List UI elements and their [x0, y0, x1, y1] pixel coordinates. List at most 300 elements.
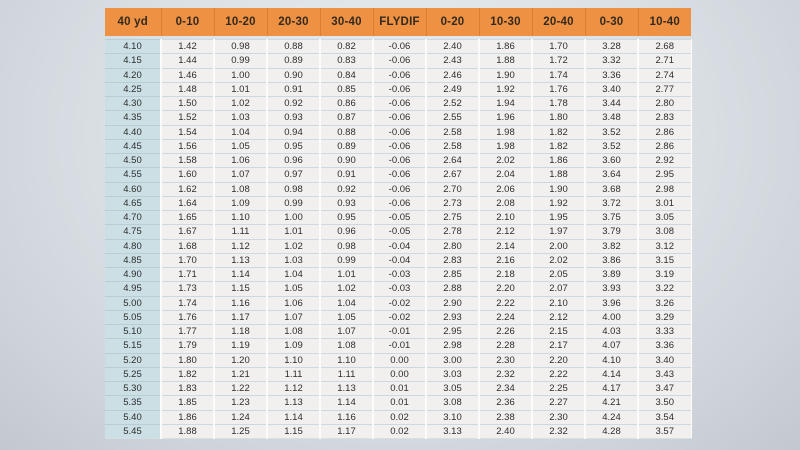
data-cell: 2.08 — [479, 196, 532, 210]
data-cell: 0.83 — [320, 54, 373, 68]
data-cell: 3.26 — [638, 296, 691, 310]
data-cell: 1.07 — [267, 310, 320, 324]
column-header-20-40: 20-40 — [532, 8, 585, 36]
table-row — [105, 268, 691, 282]
data-cell: 2.40 — [426, 40, 479, 54]
data-cell: 3.96 — [585, 296, 638, 310]
data-cell: 1.00 — [214, 68, 267, 82]
data-cell: 1.11 — [214, 225, 267, 239]
data-cell: 2.88 — [426, 282, 479, 296]
data-cell: 2.68 — [638, 40, 691, 54]
data-cell: 1.14 — [214, 268, 267, 282]
data-cell: 2.12 — [532, 310, 585, 324]
data-cell: 3.57 — [638, 424, 691, 438]
data-cell: 1.95 — [532, 211, 585, 225]
table-header-row — [105, 8, 691, 36]
data-cell: 1.98 — [479, 125, 532, 139]
data-cell: 3.12 — [638, 239, 691, 253]
data-cell: 2.38 — [479, 410, 532, 424]
data-cell: 1.98 — [479, 139, 532, 153]
data-cell: 1.82 — [532, 139, 585, 153]
data-cell: 3.08 — [426, 396, 479, 410]
data-cell: 1.13 — [214, 253, 267, 267]
data-cell: 1.50 — [161, 97, 214, 111]
data-cell: 0.90 — [267, 68, 320, 82]
data-cell: 1.08 — [267, 325, 320, 339]
data-cell: 2.04 — [479, 168, 532, 182]
row-label: 5.05 — [105, 310, 161, 324]
column-header-10-20: 10-20 — [214, 8, 267, 36]
table-row — [105, 154, 691, 168]
column-header-0-20: 0-20 — [426, 8, 479, 36]
data-cell: 0.92 — [320, 182, 373, 196]
data-cell: 3.86 — [585, 253, 638, 267]
data-cell: -0.06 — [373, 111, 426, 125]
table-row — [105, 82, 691, 96]
data-cell: 2.02 — [479, 154, 532, 168]
data-cell: 2.83 — [426, 253, 479, 267]
data-cell: 1.56 — [161, 139, 214, 153]
table-row — [105, 68, 691, 82]
data-cell: 2.85 — [426, 268, 479, 282]
data-cell: 1.86 — [479, 40, 532, 54]
table-row — [105, 54, 691, 68]
data-cell: 4.28 — [585, 424, 638, 438]
data-cell: 1.05 — [320, 310, 373, 324]
data-cell: 4.21 — [585, 396, 638, 410]
data-cell: 3.93 — [585, 282, 638, 296]
data-cell: 2.55 — [426, 111, 479, 125]
data-cell: 1.82 — [161, 367, 214, 381]
data-cell: 1.46 — [161, 68, 214, 82]
table-row — [105, 325, 691, 339]
data-cell: 1.70 — [532, 40, 585, 54]
data-cell: 2.67 — [426, 168, 479, 182]
data-cell: 2.75 — [426, 211, 479, 225]
data-cell: 2.22 — [479, 296, 532, 310]
data-cell: 3.48 — [585, 111, 638, 125]
data-cell: 3.79 — [585, 225, 638, 239]
data-cell: 0.86 — [320, 97, 373, 111]
data-cell: 1.58 — [161, 154, 214, 168]
row-label: 4.45 — [105, 139, 161, 153]
data-cell: -0.06 — [373, 168, 426, 182]
row-label: 4.90 — [105, 268, 161, 282]
table-row — [105, 111, 691, 125]
row-label: 5.15 — [105, 339, 161, 353]
data-cell: 1.82 — [532, 125, 585, 139]
table-row — [105, 410, 691, 424]
data-cell: 2.95 — [426, 325, 479, 339]
data-cell: 2.16 — [479, 253, 532, 267]
table-row — [105, 168, 691, 182]
row-label: 5.10 — [105, 325, 161, 339]
data-cell: 1.88 — [479, 54, 532, 68]
data-cell: 1.78 — [532, 97, 585, 111]
data-cell: 0.87 — [320, 111, 373, 125]
data-cell: -0.05 — [373, 211, 426, 225]
data-cell: 3.01 — [638, 196, 691, 210]
data-cell: 1.62 — [161, 182, 214, 196]
data-cell: -0.06 — [373, 97, 426, 111]
data-cell: 1.17 — [214, 310, 267, 324]
data-cell: 1.08 — [214, 182, 267, 196]
data-cell: 1.90 — [532, 182, 585, 196]
row-label: 4.55 — [105, 168, 161, 182]
data-cell: 2.28 — [479, 339, 532, 353]
data-cell: 2.12 — [479, 225, 532, 239]
data-cell: 2.32 — [479, 367, 532, 381]
data-cell: 0.93 — [320, 196, 373, 210]
data-cell: 0.99 — [267, 196, 320, 210]
data-cell: 1.16 — [320, 410, 373, 424]
data-cell: 1.71 — [161, 268, 214, 282]
data-cell: 1.10 — [267, 353, 320, 367]
data-cell: 2.83 — [638, 111, 691, 125]
data-cell: 0.99 — [214, 54, 267, 68]
data-cell: 3.52 — [585, 125, 638, 139]
data-cell: 0.93 — [267, 111, 320, 125]
data-cell: 3.15 — [638, 253, 691, 267]
table-row — [105, 125, 691, 139]
data-cell: 2.90 — [426, 296, 479, 310]
data-cell: 2.64 — [426, 154, 479, 168]
data-cell: 2.06 — [479, 182, 532, 196]
data-cell: 1.25 — [214, 424, 267, 438]
data-cell: 2.36 — [479, 396, 532, 410]
data-cell: 1.02 — [267, 239, 320, 253]
data-cell: 3.52 — [585, 139, 638, 153]
data-cell: 1.90 — [479, 68, 532, 82]
data-cell: 1.00 — [267, 211, 320, 225]
data-cell: 3.47 — [638, 382, 691, 396]
data-cell: 1.04 — [214, 125, 267, 139]
data-cell: 2.98 — [426, 339, 479, 353]
data-cell: 2.00 — [532, 239, 585, 253]
data-cell: 0.92 — [267, 97, 320, 111]
table-row — [105, 139, 691, 153]
data-cell: 1.18 — [214, 325, 267, 339]
data-cell: 1.12 — [214, 239, 267, 253]
table-row — [105, 367, 691, 381]
data-cell: 3.36 — [585, 68, 638, 82]
data-cell: -0.06 — [373, 196, 426, 210]
data-cell: 1.23 — [214, 396, 267, 410]
data-cell: 3.00 — [426, 353, 479, 367]
data-cell: 3.28 — [585, 40, 638, 54]
data-cell: -0.06 — [373, 82, 426, 96]
data-cell: 3.22 — [638, 282, 691, 296]
row-label: 4.75 — [105, 225, 161, 239]
row-label: 5.20 — [105, 353, 161, 367]
data-cell: 3.54 — [638, 410, 691, 424]
data-cell: 1.01 — [320, 268, 373, 282]
data-cell: 2.71 — [638, 54, 691, 68]
row-label: 4.25 — [105, 82, 161, 96]
data-cell: 2.49 — [426, 82, 479, 96]
row-label: 5.40 — [105, 410, 161, 424]
data-cell: 1.02 — [214, 97, 267, 111]
data-cell: 0.91 — [320, 168, 373, 182]
table-row — [105, 211, 691, 225]
data-cell: 1.19 — [214, 339, 267, 353]
table-row — [105, 396, 691, 410]
row-label: 4.85 — [105, 253, 161, 267]
data-cell: 2.10 — [532, 296, 585, 310]
data-cell: 2.22 — [532, 367, 585, 381]
data-cell: 0.90 — [320, 154, 373, 168]
data-cell: 2.80 — [638, 97, 691, 111]
data-cell: 1.74 — [532, 68, 585, 82]
data-cell: 1.83 — [161, 382, 214, 396]
data-cell: -0.06 — [373, 40, 426, 54]
data-cell: 1.65 — [161, 211, 214, 225]
data-cell: 1.21 — [214, 367, 267, 381]
row-label: 4.10 — [105, 40, 161, 54]
data-cell: 1.01 — [267, 225, 320, 239]
data-cell: 2.26 — [479, 325, 532, 339]
data-cell: -0.06 — [373, 68, 426, 82]
data-cell: 0.00 — [373, 353, 426, 367]
data-cell: 1.12 — [267, 382, 320, 396]
data-cell: 1.07 — [214, 168, 267, 182]
data-cell: 1.44 — [161, 54, 214, 68]
table-header — [105, 8, 691, 36]
data-cell: 3.89 — [585, 268, 638, 282]
data-cell: 3.36 — [638, 339, 691, 353]
data-cell: 1.70 — [161, 253, 214, 267]
row-label: 4.50 — [105, 154, 161, 168]
data-cell: 0.02 — [373, 424, 426, 438]
data-cell: 2.58 — [426, 125, 479, 139]
data-cell: 1.80 — [532, 111, 585, 125]
data-cell: 1.13 — [267, 396, 320, 410]
table-row — [105, 182, 691, 196]
data-cell: 1.77 — [161, 325, 214, 339]
data-cell: 0.85 — [320, 82, 373, 96]
data-cell: 2.05 — [532, 268, 585, 282]
data-cell: 0.96 — [267, 154, 320, 168]
table-row — [105, 353, 691, 367]
data-cell: 2.10 — [479, 211, 532, 225]
data-cell: -0.06 — [373, 154, 426, 168]
data-cell: 2.30 — [532, 410, 585, 424]
row-label: 5.45 — [105, 424, 161, 438]
row-label: 5.35 — [105, 396, 161, 410]
row-label: 4.60 — [105, 182, 161, 196]
data-cell: -0.02 — [373, 310, 426, 324]
data-cell: 2.98 — [638, 182, 691, 196]
data-cell: 1.42 — [161, 40, 214, 54]
column-header-30-40: 30-40 — [320, 8, 373, 36]
data-cell: 1.09 — [267, 339, 320, 353]
data-cell: 3.13 — [426, 424, 479, 438]
data-cell: -0.06 — [373, 139, 426, 153]
data-cell: 1.54 — [161, 125, 214, 139]
row-label: 4.40 — [105, 125, 161, 139]
data-cell: 1.14 — [320, 396, 373, 410]
data-cell: 0.01 — [373, 396, 426, 410]
data-cell: 1.07 — [320, 325, 373, 339]
column-header-40-yd: 40 yd — [105, 8, 161, 36]
data-cell: 4.17 — [585, 382, 638, 396]
data-cell: 1.20 — [214, 353, 267, 367]
data-cell: 1.13 — [320, 382, 373, 396]
data-cell: 0.97 — [267, 168, 320, 182]
data-cell: -0.01 — [373, 325, 426, 339]
data-cell: 3.33 — [638, 325, 691, 339]
data-cell: -0.03 — [373, 282, 426, 296]
data-cell: -0.06 — [373, 125, 426, 139]
table-row — [105, 296, 691, 310]
data-cell: -0.06 — [373, 182, 426, 196]
data-cell: 1.92 — [532, 196, 585, 210]
data-cell: 0.89 — [267, 54, 320, 68]
data-cell: 0.88 — [320, 125, 373, 139]
data-cell: 3.40 — [585, 82, 638, 96]
data-cell: 2.58 — [426, 139, 479, 153]
data-cell: 1.11 — [267, 367, 320, 381]
data-cell: 0.98 — [214, 40, 267, 54]
table-row — [105, 382, 691, 396]
data-cell: 1.02 — [320, 282, 373, 296]
data-cell: 2.74 — [638, 68, 691, 82]
table-row — [105, 282, 691, 296]
data-cell: 1.17 — [320, 424, 373, 438]
column-header-10-40: 10-40 — [638, 8, 691, 36]
data-cell: 2.46 — [426, 68, 479, 82]
data-cell: 1.15 — [267, 424, 320, 438]
data-cell: 0.94 — [267, 125, 320, 139]
data-cell: 2.78 — [426, 225, 479, 239]
data-cell: 3.50 — [638, 396, 691, 410]
data-cell: 2.24 — [479, 310, 532, 324]
data-cell: 2.70 — [426, 182, 479, 196]
data-cell: 2.92 — [638, 154, 691, 168]
data-cell: 4.24 — [585, 410, 638, 424]
data-cell: 2.30 — [479, 353, 532, 367]
column-header-flydif: FLYDIF — [373, 8, 426, 36]
data-cell: 1.86 — [532, 154, 585, 168]
data-cell: 1.14 — [267, 410, 320, 424]
data-cell: 2.20 — [479, 282, 532, 296]
data-cell: -0.01 — [373, 339, 426, 353]
data-cell: 4.00 — [585, 310, 638, 324]
data-cell: 2.86 — [638, 139, 691, 153]
data-cell: -0.04 — [373, 253, 426, 267]
data-cell: 2.80 — [426, 239, 479, 253]
data-cell: 3.64 — [585, 168, 638, 182]
data-cell: 1.06 — [214, 154, 267, 168]
data-cell: 1.86 — [161, 410, 214, 424]
data-cell: 3.72 — [585, 196, 638, 210]
data-cell: 1.74 — [161, 296, 214, 310]
data-cell: 1.11 — [320, 367, 373, 381]
data-cell: 2.77 — [638, 82, 691, 96]
table-row — [105, 310, 691, 324]
data-cell: 1.05 — [267, 282, 320, 296]
data-cell: 2.43 — [426, 54, 479, 68]
table-row — [105, 239, 691, 253]
table-row — [105, 225, 691, 239]
data-cell: 2.18 — [479, 268, 532, 282]
data-cell: 2.02 — [532, 253, 585, 267]
data-cell: 1.03 — [214, 111, 267, 125]
data-cell: -0.05 — [373, 225, 426, 239]
data-cell: 1.88 — [532, 168, 585, 182]
data-cell: 1.76 — [532, 82, 585, 96]
row-label: 4.20 — [105, 68, 161, 82]
data-cell: 1.60 — [161, 168, 214, 182]
data-cell: 0.01 — [373, 382, 426, 396]
data-cell: 1.06 — [267, 296, 320, 310]
data-cell: 3.10 — [426, 410, 479, 424]
data-cell: 2.95 — [638, 168, 691, 182]
data-cell: 3.03 — [426, 367, 479, 381]
data-cell: 0.91 — [267, 82, 320, 96]
data-cell: 1.03 — [267, 253, 320, 267]
data-cell: 1.67 — [161, 225, 214, 239]
data-cell: 1.79 — [161, 339, 214, 353]
data-cell: 2.52 — [426, 97, 479, 111]
data-cell: 3.68 — [585, 182, 638, 196]
data-cell: 0.99 — [320, 253, 373, 267]
data-cell: 1.73 — [161, 282, 214, 296]
data-cell: 3.29 — [638, 310, 691, 324]
data-cell: 0.95 — [267, 139, 320, 153]
row-label: 4.95 — [105, 282, 161, 296]
data-cell: 2.27 — [532, 396, 585, 410]
column-header-20-30: 20-30 — [267, 8, 320, 36]
data-cell: 3.60 — [585, 154, 638, 168]
row-label: 5.25 — [105, 367, 161, 381]
data-cell: 1.97 — [532, 225, 585, 239]
data-cell: -0.02 — [373, 296, 426, 310]
data-cell: 1.96 — [479, 111, 532, 125]
data-cell: 3.82 — [585, 239, 638, 253]
data-cell: 2.20 — [532, 353, 585, 367]
data-cell: 1.76 — [161, 310, 214, 324]
data-cell: 1.08 — [320, 339, 373, 353]
data-cell: 2.40 — [479, 424, 532, 438]
data-cell: 0.84 — [320, 68, 373, 82]
data-cell: 1.04 — [320, 296, 373, 310]
forty-yard-split-table — [105, 8, 692, 439]
data-cell: 1.72 — [532, 54, 585, 68]
row-label: 4.70 — [105, 211, 161, 225]
data-cell: 3.05 — [638, 211, 691, 225]
data-cell: 3.44 — [585, 97, 638, 111]
data-cell: -0.06 — [373, 54, 426, 68]
data-cell: 1.48 — [161, 82, 214, 96]
data-cell: 2.93 — [426, 310, 479, 324]
row-label: 5.00 — [105, 296, 161, 310]
data-cell: 1.10 — [214, 211, 267, 225]
table-row — [105, 424, 691, 438]
data-cell: 2.25 — [532, 382, 585, 396]
data-cell: 1.64 — [161, 196, 214, 210]
data-cell: 0.89 — [320, 139, 373, 153]
table-row — [105, 339, 691, 353]
data-cell: 0.95 — [320, 211, 373, 225]
data-cell: 2.14 — [479, 239, 532, 253]
table-row — [105, 97, 691, 111]
data-cell: 0.96 — [320, 225, 373, 239]
column-header-0-10: 0-10 — [161, 8, 214, 36]
data-cell: 0.02 — [373, 410, 426, 424]
data-cell: 1.01 — [214, 82, 267, 96]
data-cell: 2.07 — [532, 282, 585, 296]
